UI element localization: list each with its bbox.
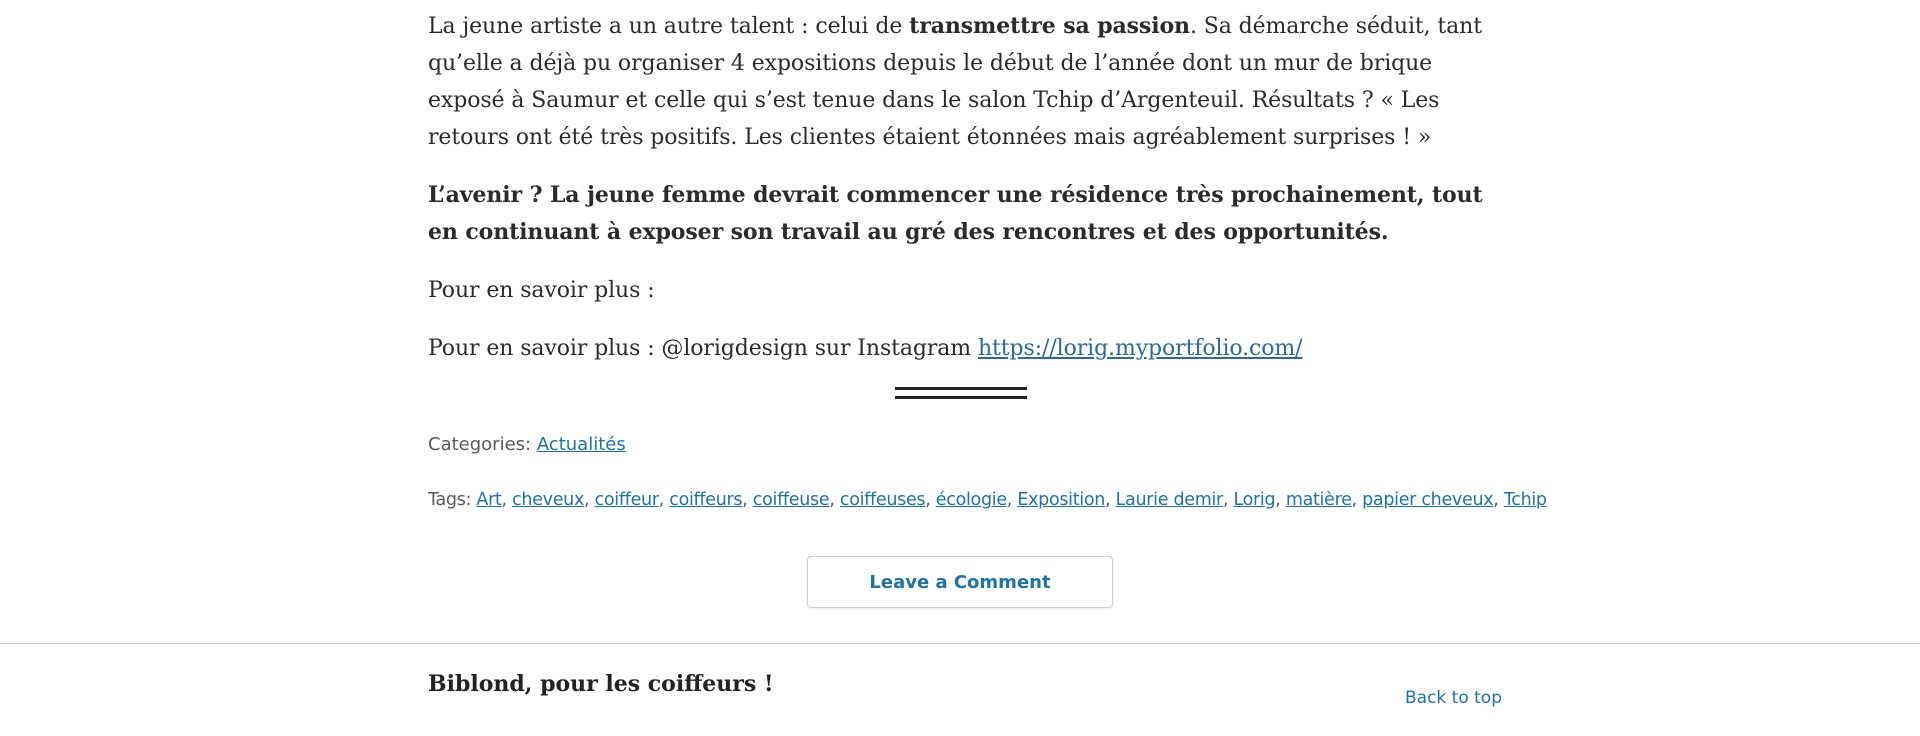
tag-link[interactable]: coiffeuse	[752, 490, 830, 510]
back-to-top-link[interactable]: Back to top	[1405, 688, 1503, 708]
tag-separator: ,	[1351, 490, 1363, 510]
article-paragraph-bold: L’avenir ? La jeune femme devrait commencer une résidence très prochainement, tout en continuant à exposer son travail au gré des rencontres et des opportunités.	[428, 182, 1483, 245]
portfolio-link[interactable]: https://lorig.myportfolio.com/	[977, 336, 1303, 361]
tag-separator: ,	[501, 490, 513, 510]
tag-separator: ,	[658, 490, 670, 510]
bold-text: transmettre sa passion	[909, 13, 1190, 39]
tag-link[interactable]: cheveux	[512, 490, 585, 510]
tag-separator: ,	[1222, 490, 1234, 510]
tag-separator: ,	[925, 490, 936, 510]
categories-label: Categories:	[428, 434, 537, 455]
tag-separator: ,	[829, 490, 840, 510]
tag-link[interactable]: coiffeur	[594, 490, 659, 510]
tag-link[interactable]: coiffeuses	[839, 490, 926, 510]
tag-separator: ,	[1006, 490, 1018, 510]
leave-comment-button[interactable]: Leave a Comment	[807, 556, 1113, 608]
footer-divider	[0, 643, 1920, 644]
post-categories	[428, 433, 626, 457]
tag-separator: ,	[1493, 490, 1504, 510]
paragraph-text: La jeune artiste a un autre talent : celui de	[428, 14, 910, 39]
tag-link[interactable]: coiffeurs	[669, 490, 743, 510]
tag-link[interactable]: matière	[1285, 490, 1352, 510]
article-paragraph: Pour en savoir plus :	[428, 278, 655, 303]
post-tags	[428, 488, 1547, 512]
paragraph-text: . Sa démarche séduit, tant qu’elle a déjà pu organiser 4 expositions depuis le début de l’année dont un mur de brique exposé à Saumur et celle qui s’est tenue dans le salon Tchip d’Argenteuil. Résultats ? « Les retours ont été très positifs. Les clientes étaient étonnées mais agréablement surprises ! »	[428, 14, 1482, 150]
tag-link[interactable]: papier cheveux	[1362, 490, 1494, 510]
section-divider	[895, 387, 1027, 399]
article-paragraph	[428, 8, 1500, 156]
tag-link[interactable]: écologie	[935, 490, 1007, 510]
article-paragraph	[428, 330, 1302, 367]
paragraph-text: Pour en savoir plus : @lorigdesign sur Instagram	[428, 336, 978, 361]
tag-link[interactable]: Exposition	[1017, 490, 1106, 510]
tag-separator: ,	[742, 490, 753, 510]
tag-link[interactable]: Art	[476, 490, 502, 510]
site-title: Biblond, pour les coiffeurs !	[428, 671, 774, 697]
tags-label: Tags:	[428, 490, 477, 510]
tag-separator: ,	[584, 490, 595, 510]
category-link[interactable]: Actualités	[536, 434, 626, 455]
tag-link[interactable]: Lorig	[1233, 490, 1276, 510]
tag-separator: ,	[1105, 490, 1116, 510]
tag-link[interactable]: Tchip	[1503, 490, 1547, 510]
tag-separator: ,	[1275, 490, 1286, 510]
tag-link[interactable]: Laurie demir	[1115, 490, 1223, 510]
